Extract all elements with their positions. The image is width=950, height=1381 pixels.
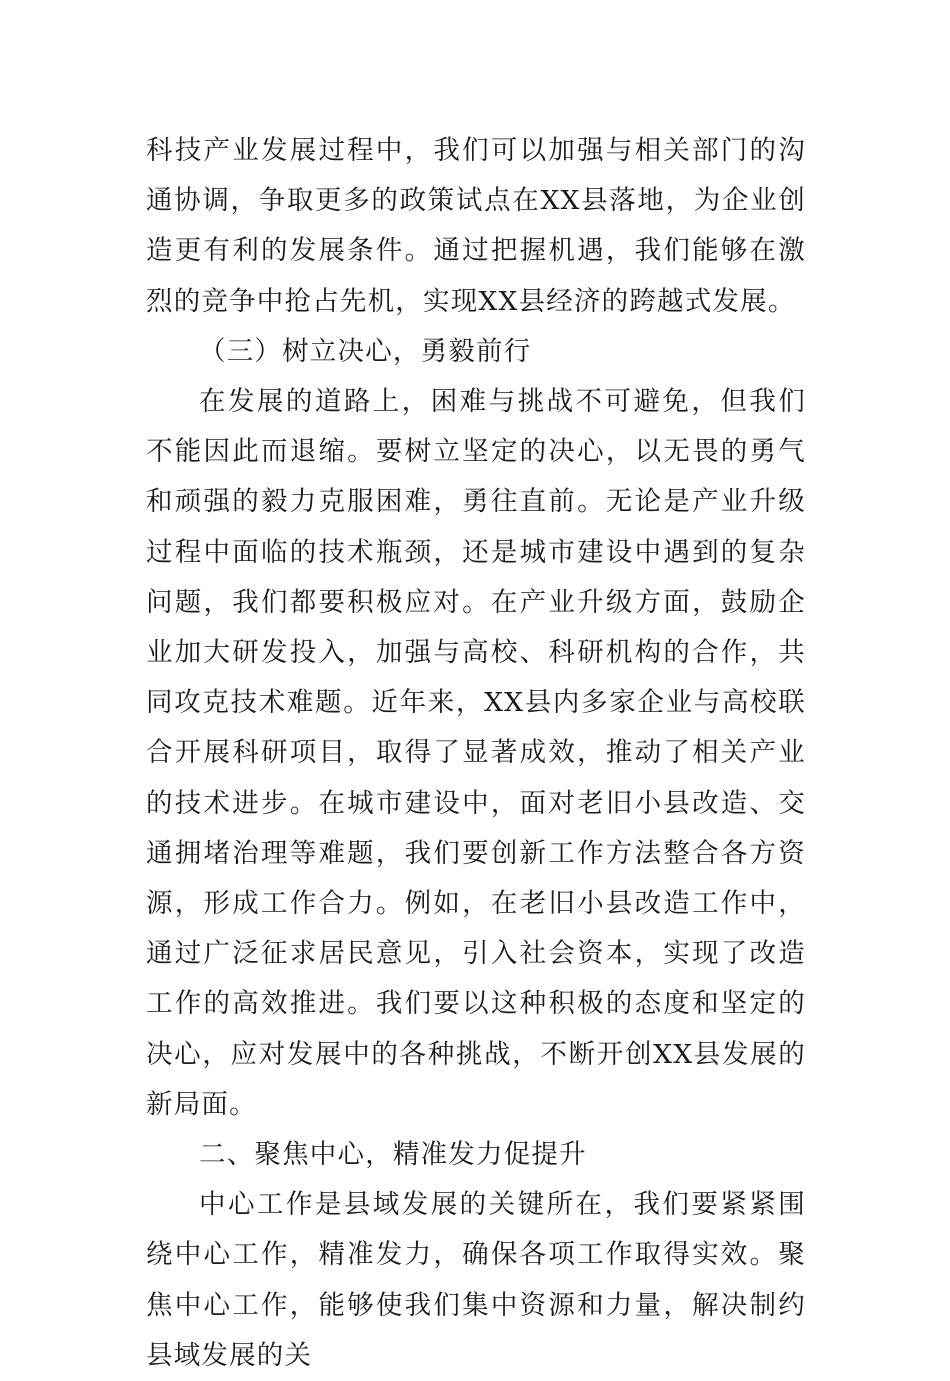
body-paragraph-3: 中心工作是县域发展的关键所在，我们要紧紧围绕中心工作，精准发力，确保各项工作取得实效。聚焦中心工作，能够使我们集中资源和力量，解决制约县域发展的关 (146, 1189, 806, 1371)
body-paragraph-1: 科技产业发展过程中，我们可以加强与相关部门的沟通协调，争取更多的政策试点在XX县落地，为企业创造更有利的发展条件。通过把握机遇，我们能够在激烈的竞争中抢占先机，实现XX县经济的跨越式发展。 (146, 135, 806, 317)
section-heading-3: （三）树立决心，勇毅前行 (199, 335, 532, 367)
body-paragraph-2: 在发展的道路上，困难与挑战不可避免，但我们不能因此而退缩。要树立坚定的决心，以无畏的勇气和顽强的毅力克服困难，勇往直前。无论是产业升级过程中面临的技术瓶颈，还是城市建设中遇到的复杂问题，我们都要积极应对。在产业升级方面，鼓励企业加大研发投入，加强与高校、科研机构的合作，共同攻克技术难题。近年来，XX县内多家企业与高校联合开展科研项目，取得了显著成效，推动了相关产业的技术进步。在城市建设中，面对老旧小县改造、交通拥堵治理等难题，我们要创新工作方法整合各方资源，形成工作合力。例如，在老旧小县改造工作中，通过广泛征求居民意见，引入社会资本，实现了改造工作的高效推进。我们要以这种积极的态度和坚定的决心，应对发展中的各种挑战，不断开创XX县发展的新局面。 (146, 386, 806, 1120)
document-body (146, 126, 806, 1381)
section-heading-2: 二、聚焦中心，精准发力促提升 (199, 1139, 587, 1171)
